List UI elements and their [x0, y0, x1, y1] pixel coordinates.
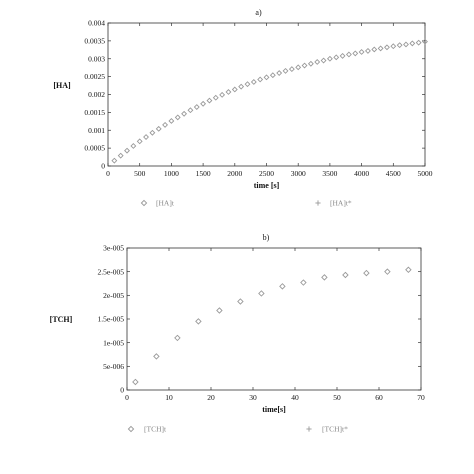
y-tick-label-a-1: 0.0005 — [84, 143, 105, 153]
legend-label-a-1: [HA]t* — [330, 198, 352, 208]
data-point-a-0-36 — [340, 54, 345, 59]
plot-frame-b — [127, 248, 421, 390]
x-tick-label-b-3: 30 — [249, 393, 257, 402]
data-point-a-0-16 — [213, 95, 218, 100]
x-tick-label-a-7: 3500 — [322, 169, 338, 178]
x-tick-label-a-9: 4500 — [385, 169, 401, 178]
x-tick-label-a-6: 3000 — [290, 169, 306, 178]
data-point-a-0-14 — [201, 101, 206, 106]
data-point-a-0-20 — [239, 84, 244, 89]
data-point-a-0-27 — [283, 69, 288, 74]
data-point-b-0-3 — [196, 319, 201, 324]
x-tick-label-a-1: 500 — [134, 169, 146, 178]
x-tick-label-b-1: 10 — [165, 393, 173, 402]
data-point-a-0-41 — [372, 47, 377, 52]
legend-label-b-1: [TCH]t* — [322, 424, 348, 434]
x-tick-label-a-4: 2000 — [227, 169, 243, 178]
data-point-b-0-1 — [154, 354, 159, 359]
chart-title-a: a) — [255, 8, 262, 17]
data-point-b-0-11 — [364, 270, 369, 275]
data-point-a-0-32 — [315, 60, 320, 65]
data-point-b-0-4 — [217, 308, 222, 313]
data-point-a-0-31 — [309, 61, 314, 66]
data-point-a-0-18 — [226, 90, 231, 95]
x-tick-label-a-0: 0 — [106, 169, 110, 178]
data-point-a-0-48 — [416, 40, 421, 45]
x-axis-label-b: time[s] — [262, 405, 286, 414]
x-tick-label-a-3: 1500 — [195, 169, 211, 178]
data-point-a-0-15 — [207, 98, 212, 103]
x-tick-label-b-5: 50 — [333, 393, 341, 402]
data-point-a-0-9 — [169, 119, 174, 124]
plot-frame-a — [108, 23, 425, 166]
data-point-a-0-34 — [328, 56, 333, 61]
data-point-a-0-30 — [302, 63, 307, 68]
data-point-a-0-42 — [378, 46, 383, 51]
data-point-b-0-13 — [406, 267, 411, 272]
y-tick-label-b-3: 1.5e-005 — [97, 314, 124, 324]
x-tick-label-a-10: 5000 — [417, 169, 433, 178]
data-point-a-0-17 — [220, 93, 225, 98]
data-point-a-0-0 — [112, 158, 117, 163]
data-point-a-0-46 — [404, 42, 409, 47]
x-tick-label-b-0: 0 — [125, 393, 129, 402]
y-tick-label-b-2: 1e-005 — [103, 338, 124, 348]
data-point-b-0-6 — [259, 291, 264, 296]
y-tick-label-a-7: 0.0035 — [84, 36, 105, 46]
y-tick-label-a-3: 0.0015 — [84, 107, 105, 117]
y-tick-label-b-4: 2e-005 — [103, 290, 124, 300]
y-axis-label-a: [HA] — [53, 81, 71, 90]
data-point-b-0-7 — [280, 284, 285, 289]
data-point-a-0-29 — [296, 65, 301, 70]
y-tick-label-a-8: 0.004 — [88, 18, 105, 28]
data-point-b-0-5 — [238, 299, 243, 304]
legend-label-b-0: [TCH]t — [144, 424, 167, 434]
y-tick-label-b-6: 3e-005 — [103, 243, 124, 253]
y-tick-label-b-1: 5e-006 — [103, 361, 124, 371]
legend-label-a-0: [HA]t — [156, 198, 174, 208]
data-point-a-0-39 — [359, 50, 364, 55]
data-point-a-0-47 — [410, 41, 415, 46]
y-tick-label-a-0: 0 — [101, 161, 105, 171]
data-point-a-0-2 — [125, 148, 130, 153]
legend-marker-b-0 — [128, 426, 133, 431]
data-point-a-0-37 — [347, 52, 352, 57]
x-tick-label-a-8: 4000 — [354, 169, 370, 178]
data-point-a-0-44 — [391, 44, 396, 49]
data-point-b-0-0 — [133, 379, 138, 384]
legend-marker-a-0 — [141, 200, 146, 205]
data-point-a-0-1 — [118, 153, 123, 158]
data-point-a-0-40 — [366, 49, 371, 54]
legend-marker-a-1 — [315, 200, 320, 205]
data-point-a-0-25 — [271, 73, 276, 78]
data-point-b-0-12 — [385, 269, 390, 274]
y-tick-label-a-2: 0.001 — [88, 125, 105, 135]
y-tick-label-b-0: 0 — [120, 385, 124, 395]
data-point-a-0-22 — [252, 80, 257, 85]
data-point-a-0-7 — [156, 127, 161, 132]
x-tick-label-b-6: 60 — [375, 393, 383, 402]
data-point-b-0-10 — [343, 272, 348, 277]
x-tick-label-b-2: 20 — [207, 393, 215, 402]
y-tick-label-a-6: 0.003 — [88, 54, 105, 64]
y-tick-label-a-5: 0.0025 — [84, 72, 105, 82]
data-point-a-0-28 — [290, 67, 295, 72]
x-tick-label-b-7: 70 — [417, 393, 425, 402]
x-tick-label-a-5: 2500 — [259, 169, 274, 178]
data-point-a-0-38 — [353, 51, 358, 56]
y-axis-label-b: [TCH] — [49, 315, 73, 324]
data-point-a-0-11 — [182, 112, 187, 117]
x-tick-label-a-2: 1000 — [163, 169, 179, 178]
y-tick-label-b-5: 2.5e-005 — [97, 267, 124, 277]
data-point-a-0-43 — [385, 45, 390, 50]
chart-title-b: b) — [262, 233, 270, 242]
y-tick-label-a-4: 0.002 — [88, 90, 105, 100]
x-tick-label-b-4: 40 — [291, 393, 299, 402]
data-point-a-0-35 — [334, 55, 339, 60]
data-point-a-0-6 — [150, 130, 155, 135]
data-point-a-0-45 — [397, 43, 402, 48]
data-point-a-0-13 — [194, 105, 199, 110]
data-point-a-0-33 — [321, 58, 326, 63]
x-axis-label-a: time [s] — [253, 181, 280, 190]
data-point-a-0-12 — [188, 108, 193, 113]
data-point-b-0-9 — [322, 275, 327, 280]
data-point-a-0-10 — [175, 115, 180, 120]
legend-marker-b-1 — [306, 426, 311, 431]
data-point-a-0-8 — [163, 123, 168, 128]
data-point-a-0-23 — [258, 77, 263, 82]
data-point-a-0-3 — [131, 144, 136, 149]
data-point-a-0-4 — [137, 139, 142, 144]
data-point-a-0-21 — [245, 82, 250, 87]
data-point-a-0-19 — [233, 87, 238, 92]
data-point-b-0-2 — [175, 335, 180, 340]
data-point-b-0-8 — [301, 280, 306, 285]
data-point-a-0-24 — [264, 75, 269, 80]
data-point-a-0-5 — [144, 135, 149, 140]
data-point-a-0-26 — [277, 71, 282, 76]
